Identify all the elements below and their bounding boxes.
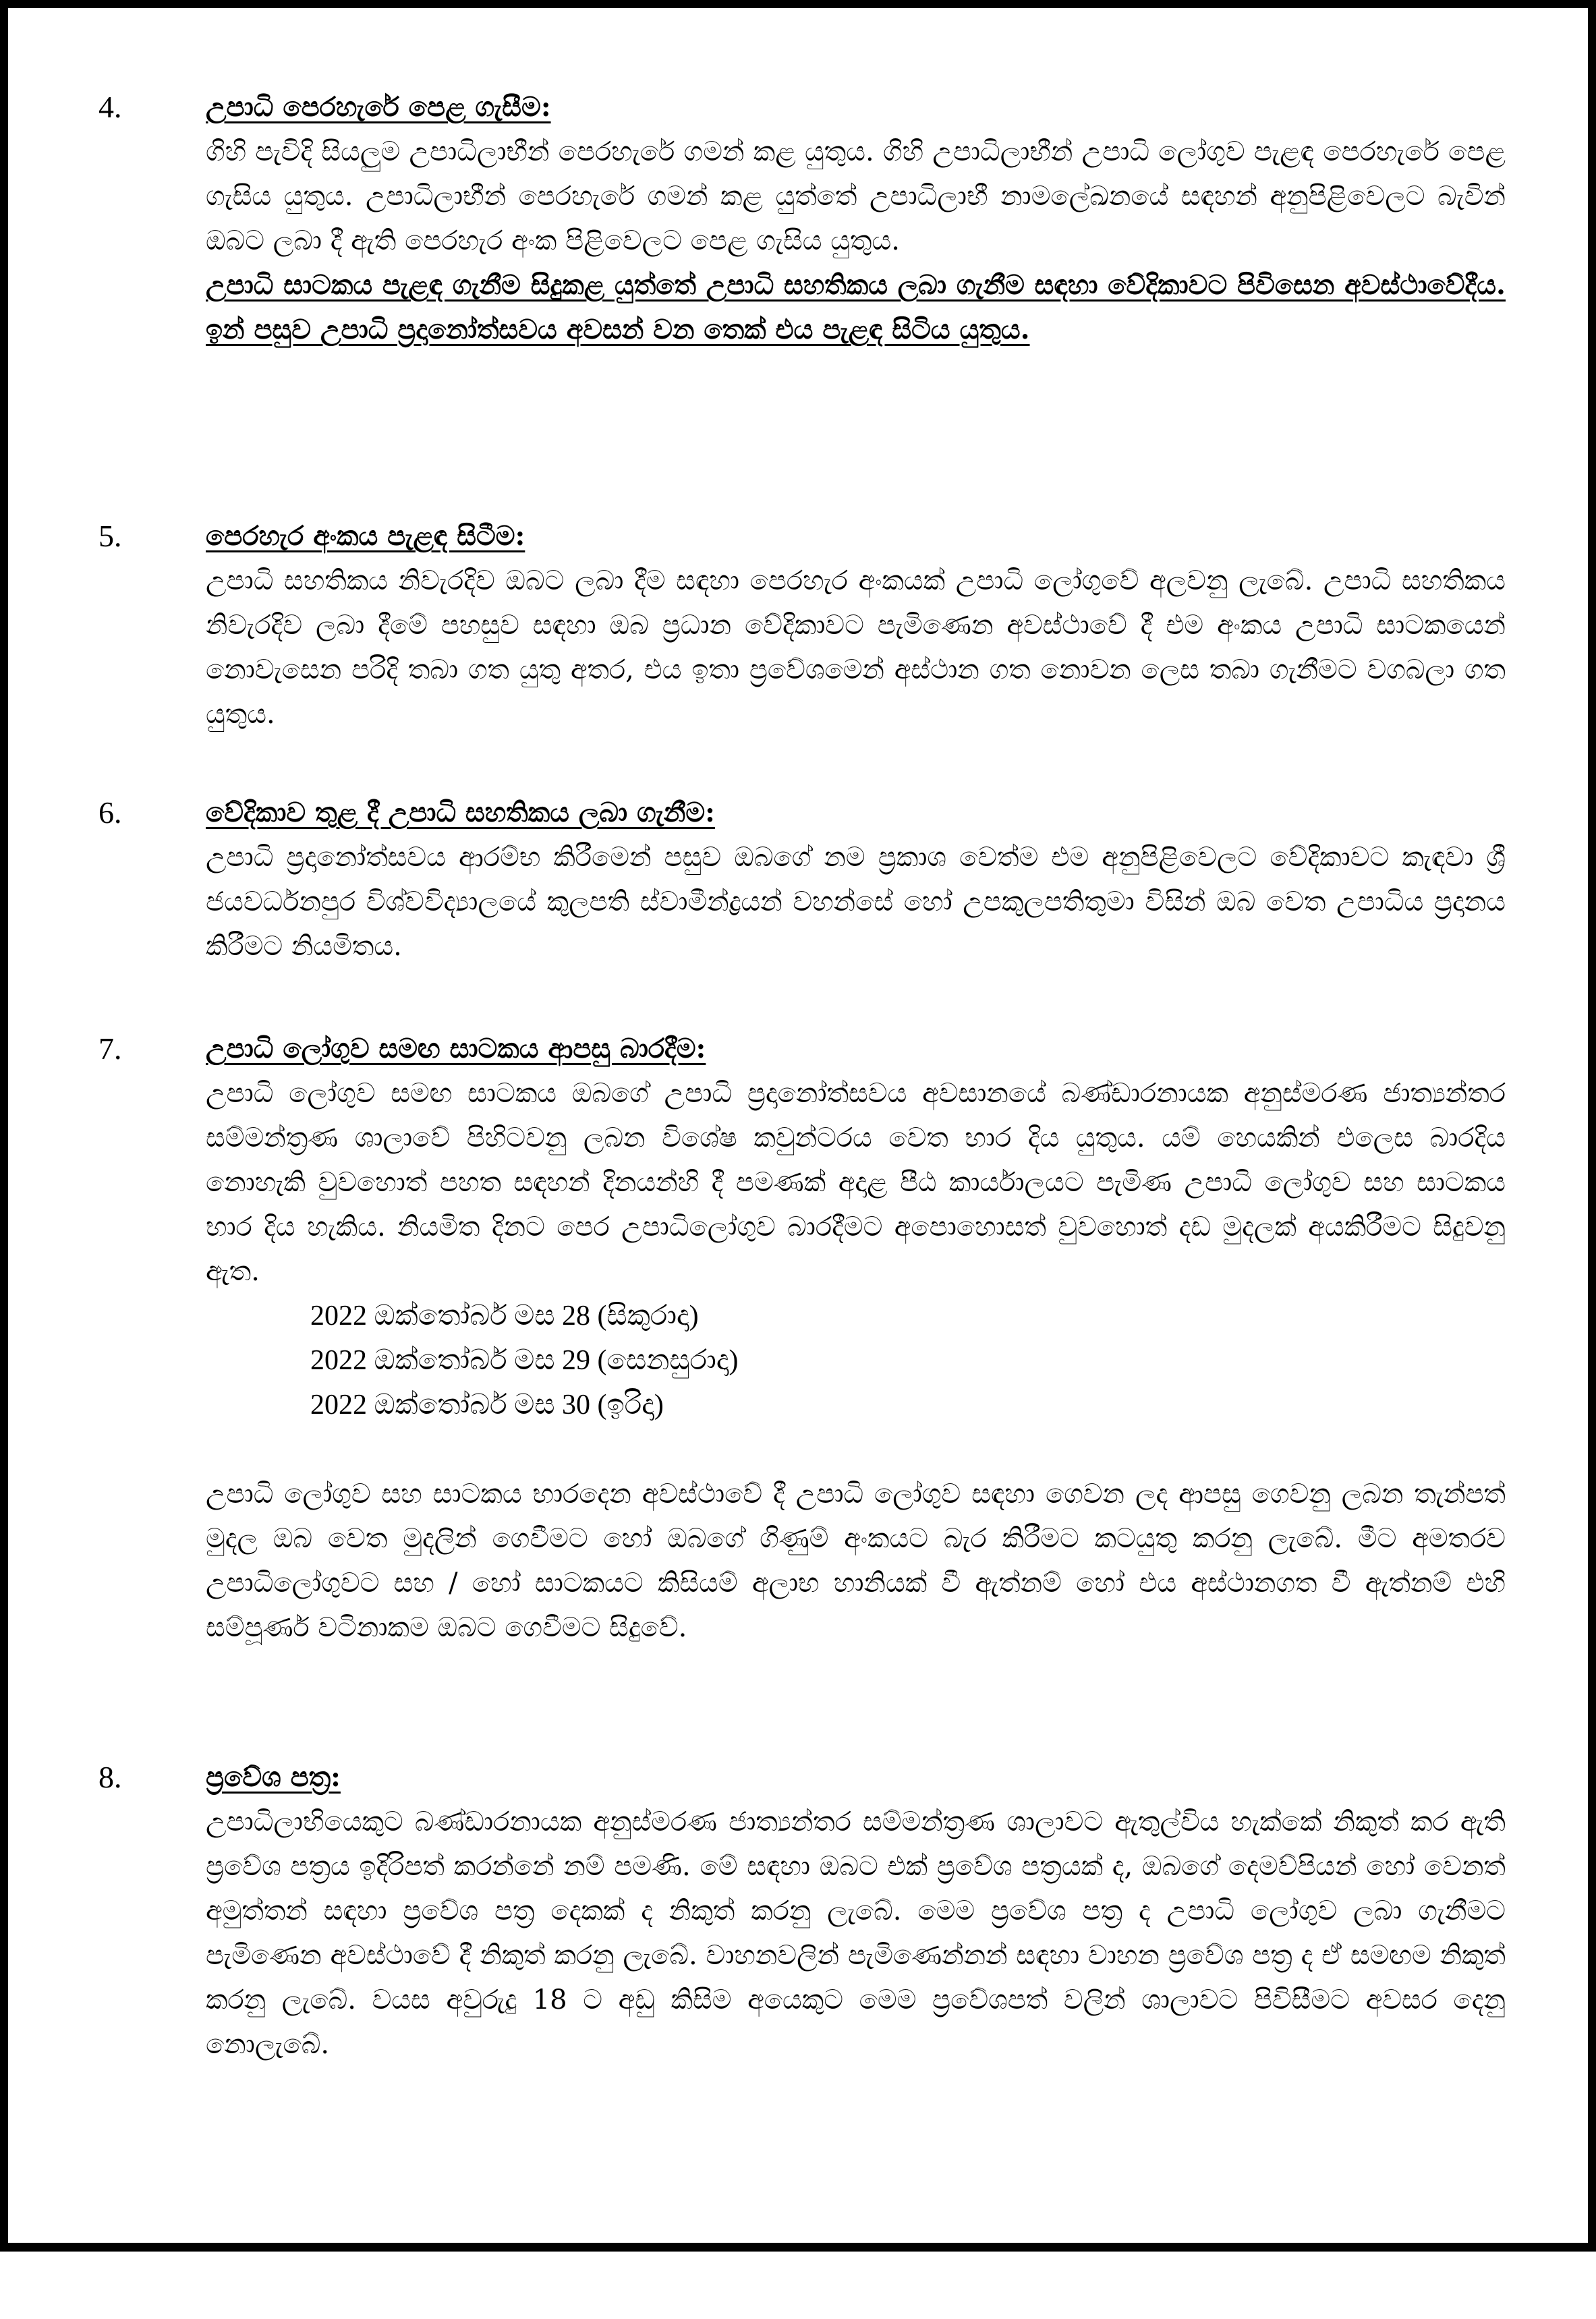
spacer	[206, 1427, 1506, 1472]
section-heading: ප්‍රවේශ පත්‍ර:	[206, 1761, 341, 1793]
section-paragraph: ගිහි පැවිදි සියලුම උපාධිලාභීන් පෙරහැරේ ගමන් කළ යුතුය. ගිහි උපාධිලාභීන් උපාධි ලෝගුව පැළඳ පෙරහැරේ පෙළ ගැසිය යුතුය. උපාධිලාභීන් පෙරහැරේ ගමන් කළ යුත්තේ උපාධිලාභී නාමලේඛනයේ සඳහන් අනුපිළිවෙලට බැවින් ඔබට ලබා දී ඇති පෙරහැර අංක පිළිවෙලට පෙළ ගැසිය යුතුය.	[206, 136, 1506, 256]
emphasis-paragraph: උපාධි සාටකය පැළඳ ගැනීම සිදුකළ යුත්තේ උපාධි සහතිකය ලබා ගැනීම සඳහා වේදිකාවට පිවිසෙන අවස්ථාවේදීය. ඉන් පසුව උපාධි ප්‍රදානෝත්සවය අවසන් වන තෙක් එය පැළඳ සිටිය යුතුය.	[206, 269, 1506, 345]
section-content	[206, 514, 1506, 737]
section-heading: උපාධි පෙරහැරේ පෙළ ගැසීම:	[206, 91, 551, 123]
section-paragraph: උපාධි සහතිකය නිවැරදිව ඔබට ලබා දීම සඳහා පෙරහැර අංකයක් උපාධි ලෝගුවේ අලවනු ලැබේ. උපාධි සහතිකය නිවැරදිව ලබා දීමේ පහසුව සඳහා ඔබ ප්‍රධාන වේදිකාවට පැමිණෙන අවස්ථාවේ දී එම අංකය උපාධි සාටකයෙන් නොවැසෙන පරිදි තබා ගත යුතු අතර, එය ඉතා ප්‍රවේශමෙන් අස්ථාන ගත නොවන ලෙස තබා ගැනීමට වගබලා ගත යුතුය.	[206, 565, 1506, 730]
section-paragraph: උපාධි ප්‍රදානෝත්සවය ආරම්භ කිරීමෙන් පසුව ඔබගේ නම ප්‍රකාශ වෙත්ම එම අනුපිළිවෙලට වේදිකාවට කැඳවා ශ්‍රී ජයවර්ධනපුර විශ්වවිද්‍යාලයේ කුලපති ස්වාමීන්ද්‍රයන් වහන්සේ හෝ උපකුලපතිතුමා විසින් ඔබ වෙත උපාධිය ප්‍රදානය කිරීමට නියමිතය.	[206, 842, 1506, 962]
section-paragraph: උපාධි ලෝගුව සමඟ සාටකය ඔබගේ උපාධි ප්‍රදානෝත්සවය අවසානයේ බණ්ඩාරනායක අනුස්මරණ ජාත්‍යන්තර සම්මන්ත්‍රණ ශාලාවේ පිහිටවනු ලබන විශේෂ කවුන්ටරය වෙත භාර දිය යුතුය. යම් හෙයකින් එලෙස බාරදිය නොහැකි වුවහොත් පහත සඳහන් දිනයන්හි දී පමණක් අදාළ පීඨ කාර්යාලයට පැමිණ උපාධි ලෝගුව සහ සාටකය භාර දිය හැකිය. නියමිත දිනට පෙර උපාධිලෝගුව බාරදීමට අපොහොසත් වුවහොත් දඩ මුදලක් අයකිරීමට සිදුවනු ඇත.	[206, 1078, 1506, 1287]
section-content	[206, 1755, 1506, 2067]
section-content	[206, 85, 1506, 352]
section-heading: පෙරහැර අංකය පැළඳ සිටීම:	[206, 520, 525, 552]
section-heading: වේදිකාව තුළ දී උපාධි සහතිකය ලබා ගැනීම:	[206, 797, 715, 828]
section-heading: උපාධි ලෝගුව සමඟ සාටකය ආපසු බාරදීම:	[206, 1033, 706, 1064]
section-number: 6.	[98, 795, 122, 830]
closing-paragraph: උපාධි ලෝගුව සහ සාටකය භාරදෙන අවස්ථාවේ දී උපාධි ලෝගුව සඳහා ගෙවන ලද ආපසු ගෙවනු ලබන තැන්පත් මුදල ඔබ වෙත මුදලින් ගෙවීමට හෝ ඔබගේ ගිණුම් අංකයට බැර කිරීමට කටයුතු කරනු ලැබේ. මීට අමතරව උපාධිලෝගුවට සහ / හෝ සාටකයට කිසියම් අලාභ හානියක් වී ඇත්නම් හෝ එය අස්ථානගත වී ඇත්නම් එහි සම්පූර්ණ වටිනාකම ඔබට ගෙවීමට සිදුවේ.	[206, 1479, 1506, 1643]
return-date: 2022 ඔක්තෝබර් මස 30 (ඉරිදා)	[310, 1390, 664, 1421]
section-number: 7.	[98, 1031, 122, 1066]
section-number: 4.	[98, 90, 122, 124]
return-dates-list	[206, 1294, 1506, 1427]
section-paragraph: උපාධිලාභියෙකුට බණ්ඩාරනායක අනුස්මරණ ජාත්‍යන්තර සම්මන්ත්‍රණ ශාලාවට ඇතුල්විය හැක්කේ නිකුත් කර ඇති ප්‍රවේශ පත්‍රය ඉදිරිපත් කරන්නේ නම් පමණි. මේ සඳහා ඔබට එක් ප්‍රවේශ පත්‍රයක් ද, ඔබගේ දෙමව්පියන් හෝ වෙනත් අමුත්තන් සඳහා ප්‍රවේශ පත්‍ර දෙකක් ද නිකුත් කරනු ලැබේ. මෙම ප්‍රවේශ පත්‍ර ද උපාධි ලෝගුව ලබා ගැනීමට පැමිණෙන අවස්ථාවේ දී නිකුත් කරනු ලැබේ. වාහනවලින් පැමිණෙන්නන් සඳහා වාහන ප්‍රවේශ පත්‍ර ද ඒ සමඟම නිකුත් කරනු ලැබේ. වයස අවුරුදු 18 ට අඩු කිසිම අයෙකුට මෙම ප්‍රවේශපත් වලින් ශාලාවට පිවිසීමට අවසර දෙනු නොලැබේ.	[206, 1806, 1506, 2060]
section-number: 8.	[98, 1760, 122, 1794]
return-date: 2022 ඔක්තෝබර් මස 28 (සිකුරාදා)	[310, 1300, 699, 1332]
section-content	[206, 791, 1506, 969]
return-date: 2022 ඔක්තෝබර් මස 29 (සෙනසුරාදා)	[310, 1345, 739, 1376]
section-content	[206, 1027, 1506, 1650]
section-number: 5.	[98, 519, 122, 553]
